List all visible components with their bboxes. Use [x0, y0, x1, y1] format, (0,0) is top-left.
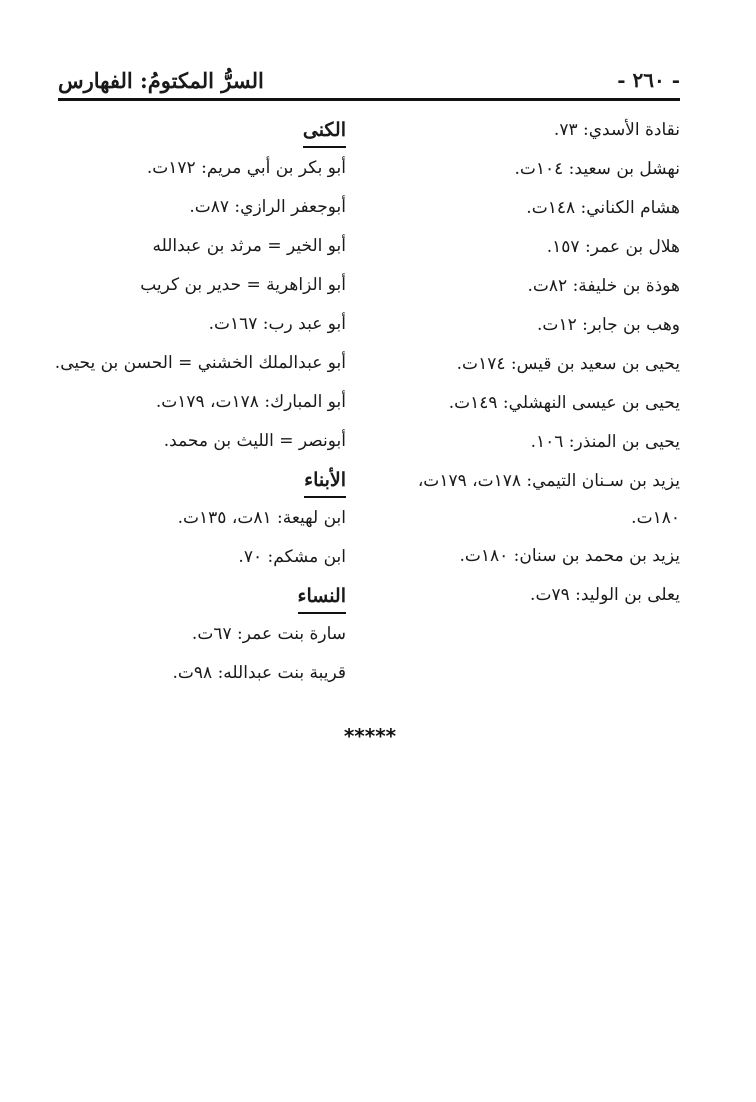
section-heading-text: النساء	[298, 582, 346, 614]
index-entry: أبو عبدالملك الخشني = الحسن بن يحيى.	[54, 353, 346, 373]
index-entry: يعلى بن الوليد: ٧٩ت.	[530, 585, 680, 605]
index-entry: هشام الكناني: ١٤٨ت.	[526, 198, 680, 218]
index-entry: يزيد بن سـنان التيمي: ١٧٨ت، ١٧٩ت،	[417, 471, 680, 491]
page-number: - ٢٦٠ -	[617, 68, 680, 92]
index-column-right	[380, 112, 680, 616]
index-entry-continuation: ١٨٠ت.	[631, 508, 680, 528]
index-entry: أبو الخير = مرثد بن عبدالله	[152, 236, 346, 256]
index-entry: نقادة الأسدي: ٧٣.	[553, 120, 680, 140]
index-entry: أبو الزاهرية = حدير بن كريب	[140, 275, 346, 295]
index-entry: يحيى بن سعيد بن قيس: ١٧٤ت.	[456, 354, 680, 374]
index-entry: يحيى بن عيسى النهشلي: ١٤٩ت.	[448, 393, 680, 413]
index-entry: ابن مشكم: ٧٠.	[238, 547, 346, 567]
header-rule	[58, 98, 680, 101]
index-entry: ابن لهيعة: ٨١ت، ١٣٥ت.	[177, 508, 346, 528]
index-entry: وهب بن جابر: ١٢ت.	[537, 315, 680, 335]
section-heading-text: الأبناء	[304, 466, 346, 498]
section-heading-kuna	[46, 112, 346, 150]
index-entry: أبو المبارك: ١٧٨ت، ١٧٩ت.	[155, 392, 346, 412]
section-heading-nisa	[46, 578, 346, 616]
footer-ornament: *****	[343, 724, 397, 748]
index-entry: هوذة بن خليفة: ٨٢ت.	[527, 276, 680, 296]
index-entry: يزيد بن محمد بن سنان: ١٨٠ت.	[459, 546, 680, 566]
index-entry: أبوجعفر الرازي: ٨٧ت.	[189, 197, 346, 217]
index-entry: قريبة بنت عبدالله: ٩٨ت.	[172, 663, 346, 683]
index-entry: أبو بكر بن أبي مريم: ١٧٢ت.	[146, 158, 346, 178]
page-header	[58, 62, 680, 98]
section-heading-abna	[46, 462, 346, 500]
index-entry: أبونصر = الليث بن محمد.	[163, 431, 346, 451]
section-heading-text: الكنى	[303, 116, 346, 148]
index-entry: نهشل بن سعيد: ١٠٤ت.	[514, 159, 680, 179]
index-column-left	[46, 112, 346, 694]
index-entry: سارة بنت عمر: ٦٧ت.	[191, 624, 346, 644]
page-title: السرُّ المكتومُ: الفهارس	[58, 67, 264, 93]
index-entry: هلال بن عمر: ١٥٧.	[546, 237, 680, 257]
index-entry: يحيى بن المنذر: ١٠٦.	[530, 432, 680, 452]
index-entry: أبو عبد رب: ١٦٧ت.	[208, 314, 346, 334]
